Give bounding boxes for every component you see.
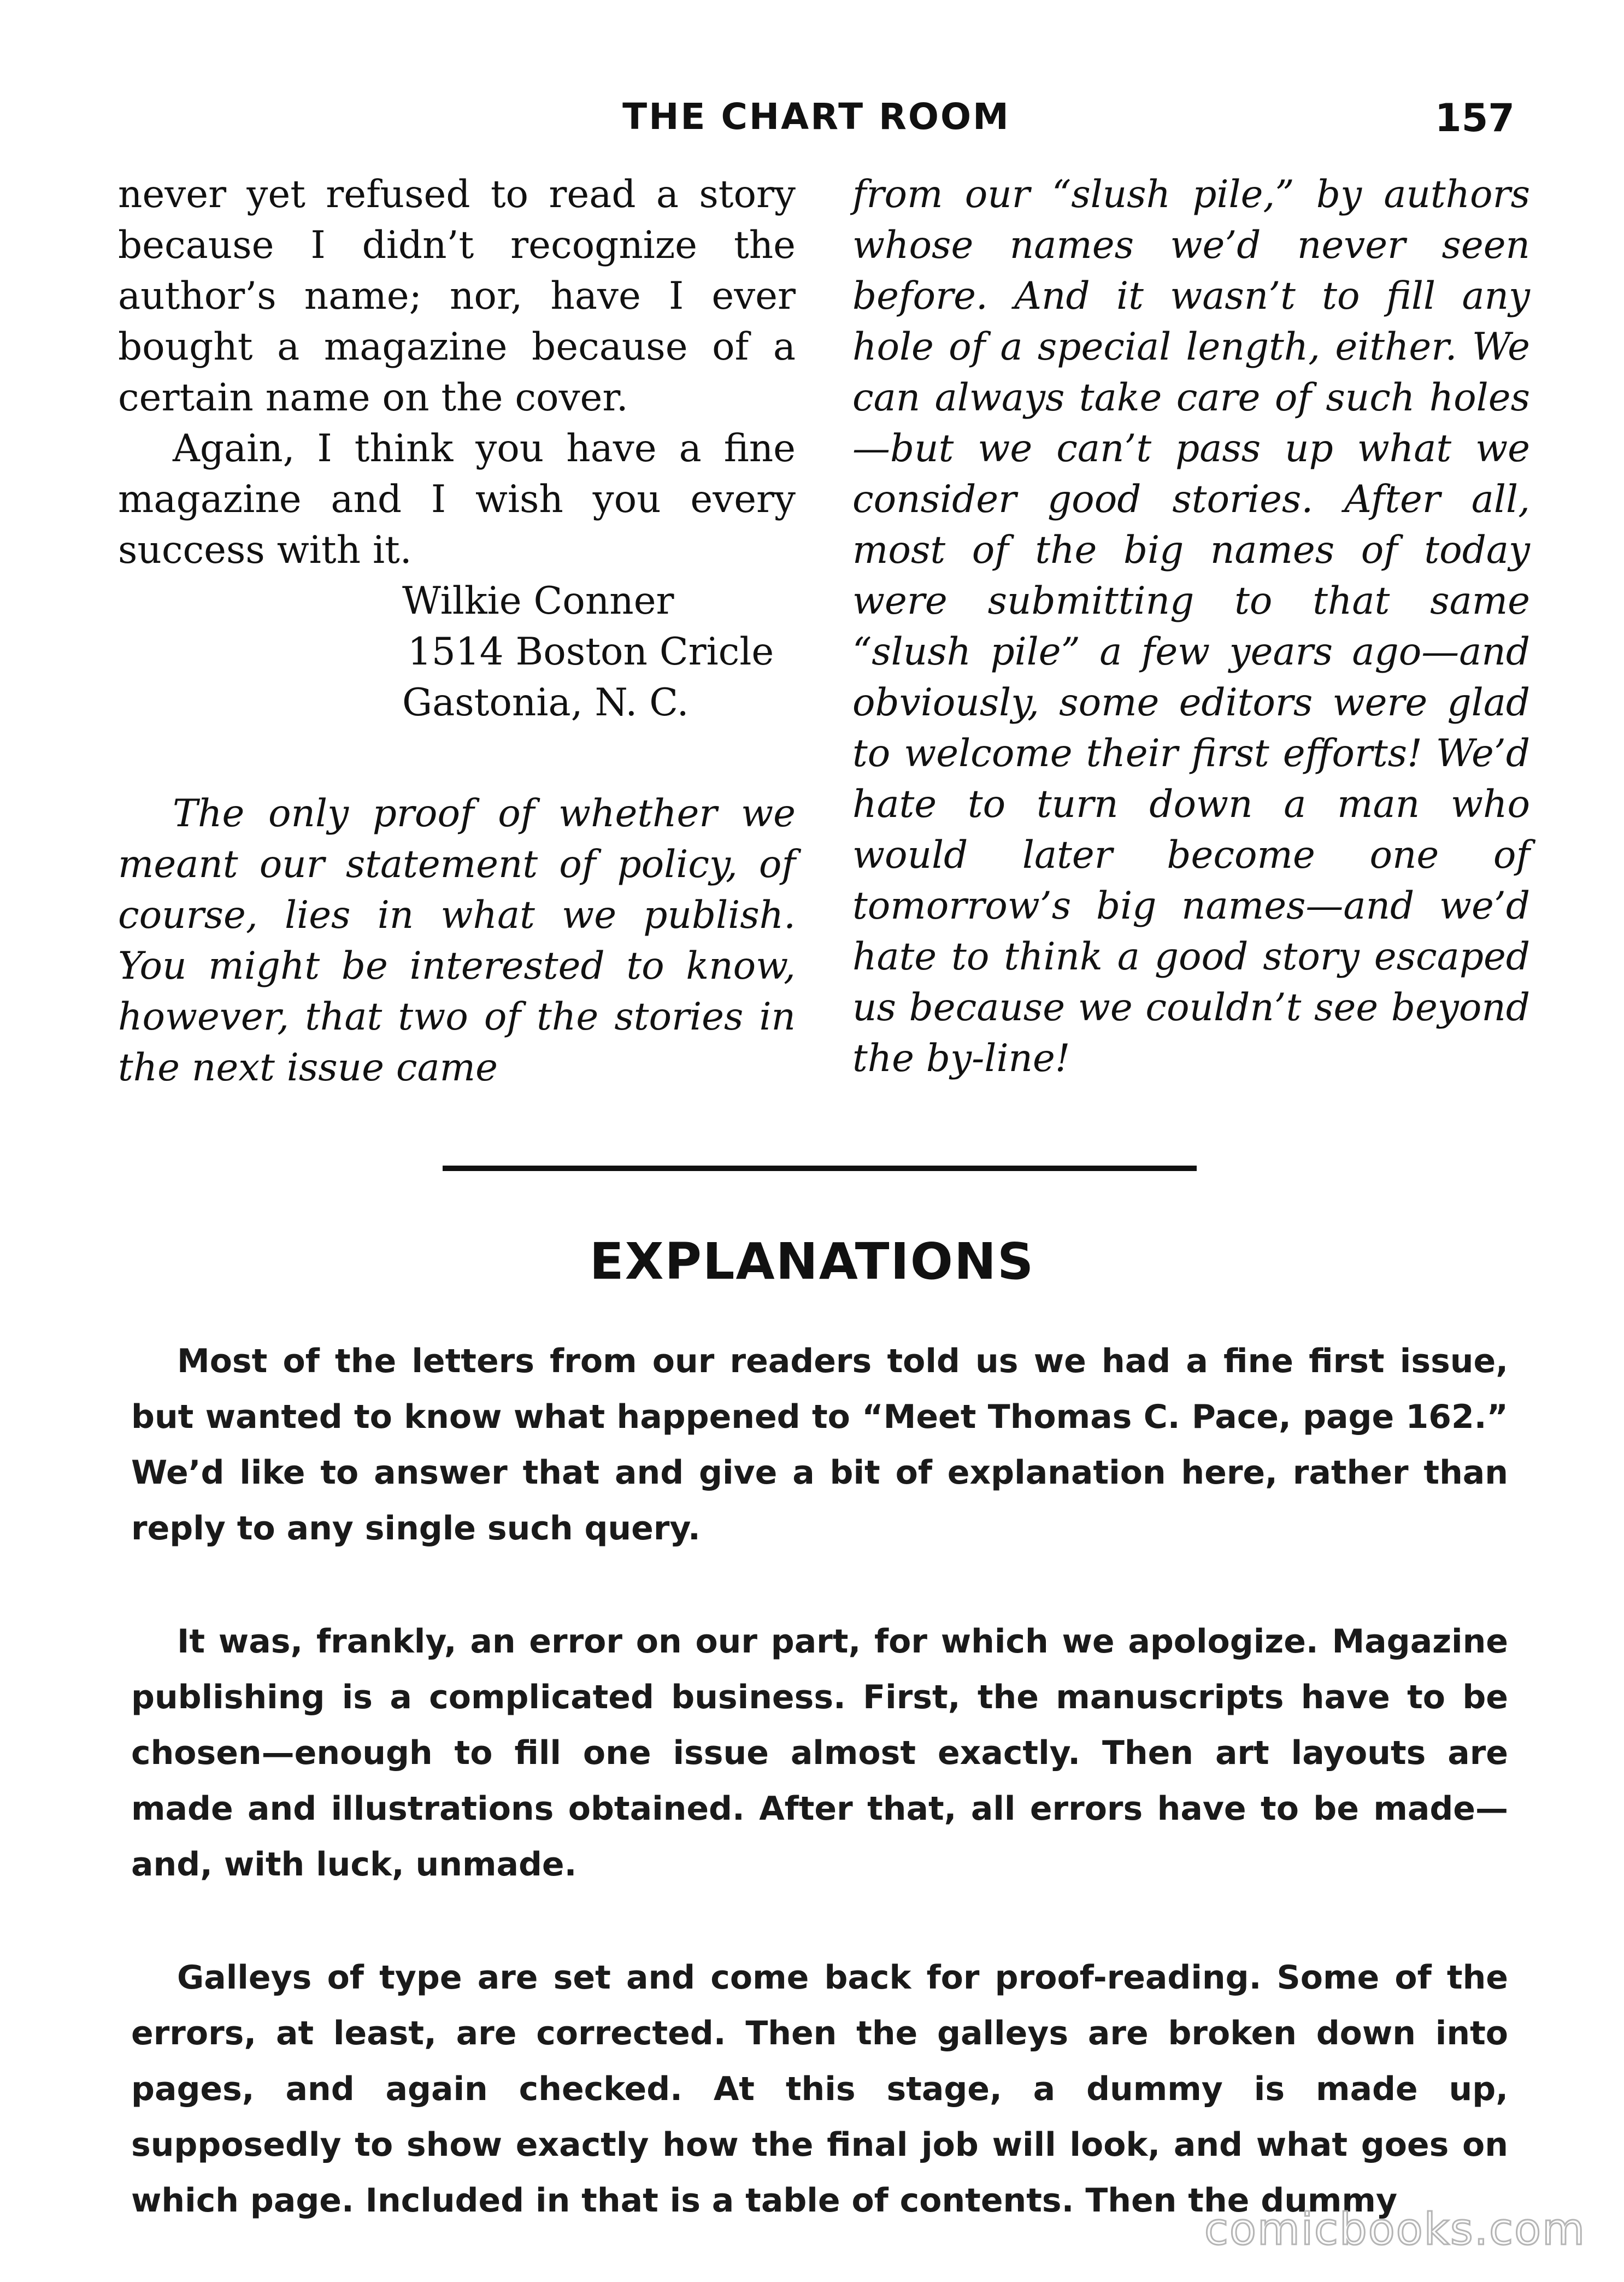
editor-reply-left: The only proof of whether we meant our statement of policy, of course, lies in what we publish. You might be interested to know, however, that two of the stories in the next issue came (118, 792, 796, 1090)
explanations-paragraph: Most of the letters from our readers told us we had a fine first issue, but wanted to know what happened to “Meet Thomas C. Pace, page 162.” We’d like to answer that and give a bit of explanation here, rather than reply to any single such query. (131, 1342, 1508, 1548)
signature-city: Gastonia, N. C. (402, 681, 689, 725)
explanations-body (131, 1333, 1508, 2228)
page-number: 157 (1434, 96, 1515, 140)
editor-reply-right: from our “slush pile,” by authors whose names we’d never seen before. And it wasn’t to fill any hole of a special length, either. We can always take care of such holes—but we can’t pass up what we consider good stories. After all, most of the big names of today were submitting to that same “slush pile” a few years ago—and obviously, some editors were glad to welcome their first efforts! We’d hate to turn down a man who would later become one of tomorrow’s big names—and we’d hate to think a good story escaped us because we couldn’t see beyond the by-line! (852, 173, 1530, 1080)
signature-name: Wilkie Conner (402, 579, 674, 623)
section-title: EXPLANATIONS (589, 1232, 1035, 1291)
running-title: THE CHART ROOM (622, 96, 1010, 138)
letter-signature (402, 576, 796, 728)
watermark: comicbooks.com (1204, 2204, 1586, 2255)
section-divider (443, 1166, 1197, 1171)
right-column (852, 169, 1530, 1084)
explanations-paragraph: It was, frankly, an error on our part, for which we apologize. Magazine publishing is a complicated business. First, the manuscripts have to be chosen—enough to fill one issue almost exactly. Then art layouts are made and illustrations obtained. After that, all errors have to be made—and, with luck, unmade. (131, 1622, 1508, 1884)
left-column (118, 169, 796, 1093)
running-header (118, 96, 1515, 156)
explanations-paragraph: Galleys of type are set and come back for proof-reading. Some of the errors, at least, are corrected. Then the galleys are broken down into pages, and again checked. At this stage, a dummy is made up, supposedly to show exactly how the final job will look, and what goes on which page. Included in that is a table of contents. Then the dummy (131, 1958, 1508, 2220)
letter-paragraph: Again, I think you have a fine magazine and I wish you every success with it. (118, 427, 796, 572)
letter-paragraph: never yet refused to read a story because I didn’t recognize the author’s name; nor, have I ever bought a magazine because of a certain name on the cover. (118, 173, 796, 420)
signature-street: 1514 Boston Cricle (408, 630, 774, 674)
